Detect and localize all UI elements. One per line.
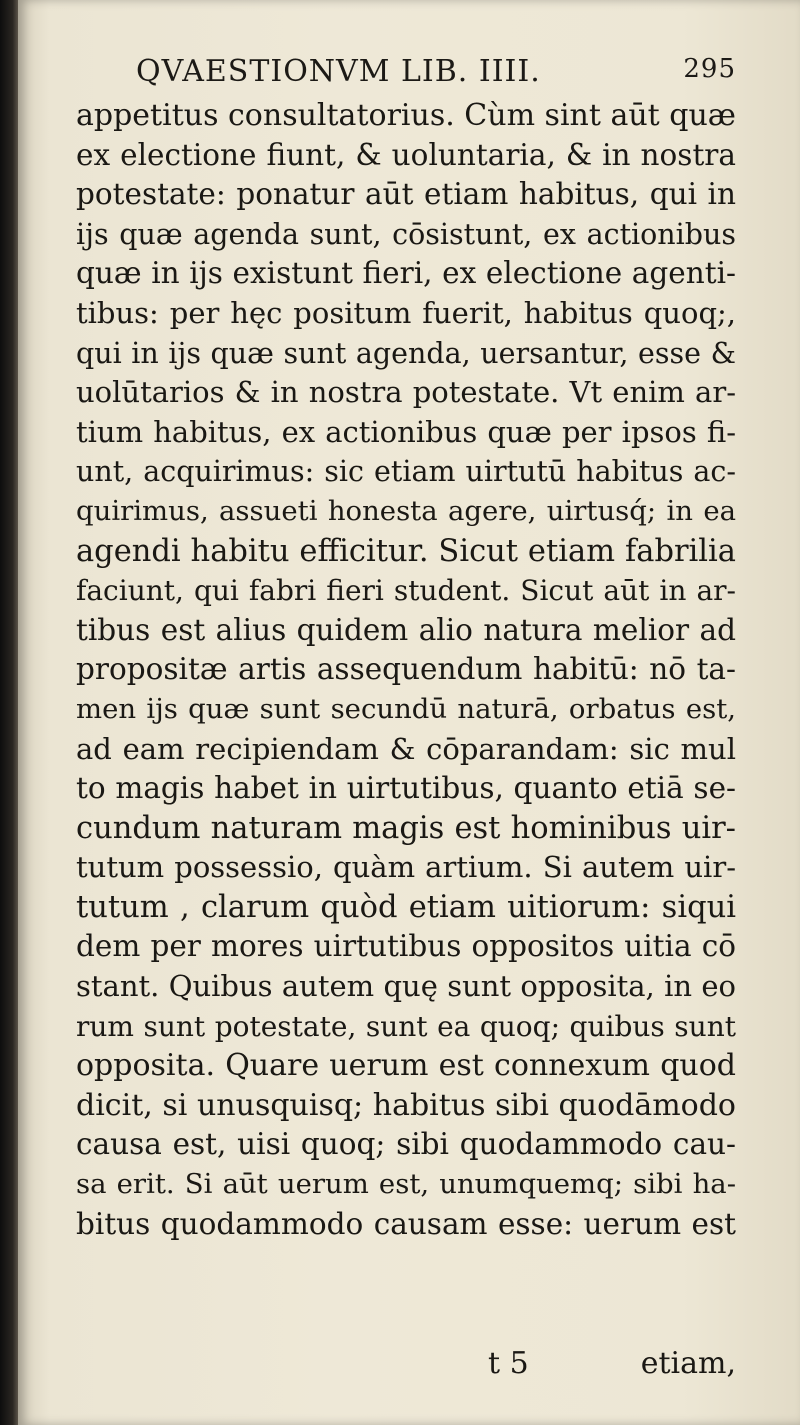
text-line: sa erit. Si aūt uerum est, unumquemq; sibi ha- <box>76 1168 736 1201</box>
text-line: dicit, si unusquisq; habitus sibi quodāmodo <box>76 1087 736 1123</box>
text-line: causa est, uisi quoq; sibi quodammodo cau- <box>76 1127 736 1162</box>
text-line: quirimus, assueti honesta agere, uirtusq́; in ea <box>76 494 736 527</box>
text-line: tibus: per hęc positum fuerit, habitus quoq;, <box>76 295 736 330</box>
running-title: QVAESTIONVM LIB. IIII. <box>136 54 541 89</box>
scan-edge-shadow <box>0 0 18 1425</box>
text-line: faciunt, qui fabri fieri student. Sicut aūt in ar- <box>76 574 736 608</box>
text-line: potestate: ponatur aūt etiam habitus, qui in <box>76 177 736 212</box>
text-line: tutum possessio, quàm artium. Si autem uir- <box>76 850 736 885</box>
text-line: unt, acquirimus: sic etiam uirtutū habitus ac- <box>76 455 736 489</box>
book-page <box>18 0 800 1425</box>
text-line: to magis habet in uirtutibus, quanto etiā se- <box>76 771 736 806</box>
text-line: cundum naturam magis est hominibus uir- <box>76 810 736 846</box>
text-line: propositæ artis assequendum habitū: nō ta- <box>76 652 736 687</box>
text-line: tutum , clarum quòd etiam uitiorum: siqui <box>76 889 736 925</box>
text-line: tium habitus, ex actionibus quæ per ipsos fi- <box>76 414 736 449</box>
body-text <box>76 96 736 1244</box>
text-line: qui in ijs quæ sunt agenda, uersantur, esse & <box>76 336 736 370</box>
text-line: men ijs quæ sunt secundū naturā, orbatus est, <box>76 692 736 725</box>
text-line: ijs quæ agenda sunt, cōsistunt, ex actionibus <box>76 217 736 251</box>
catchword: etiam, <box>640 1346 736 1381</box>
page-number: 295 <box>683 54 736 84</box>
text-line: appetitus consultatorius. Cùm sint aūt quæ <box>76 98 736 133</box>
text-line: dem per mores uirtutibus oppositos uitia cō <box>76 929 736 964</box>
text-line: quæ in ijs existunt fieri, ex electione agenti- <box>76 256 736 291</box>
text-line: stant. Quibus autem quę sunt opposita, in eo <box>76 969 736 1004</box>
page-header <box>136 48 736 98</box>
text-line: ad eam recipiendam & cōparandam: sic mul <box>76 731 736 766</box>
text-line: opposita. Quare uerum est connexum quod <box>76 1048 736 1084</box>
text-line: tibus est alius quidem alio natura melior ad <box>76 612 736 647</box>
text-line: rum sunt potestate, sunt ea quoq; quibus sunt <box>76 1009 736 1043</box>
text-line: ex electione fiunt, & uoluntaria, & in nostra <box>76 137 736 172</box>
text-line: bitus quodammodo causam esse: uerum est <box>76 1206 736 1241</box>
text-line: agendi habitu efficitur. Sicut etiam fabrilia <box>76 533 736 569</box>
page-footer <box>76 1346 736 1386</box>
signature-mark: t 5 <box>488 1346 529 1381</box>
text-line: uolūtarios & in nostra potestate. Vt enim ar- <box>76 375 736 410</box>
